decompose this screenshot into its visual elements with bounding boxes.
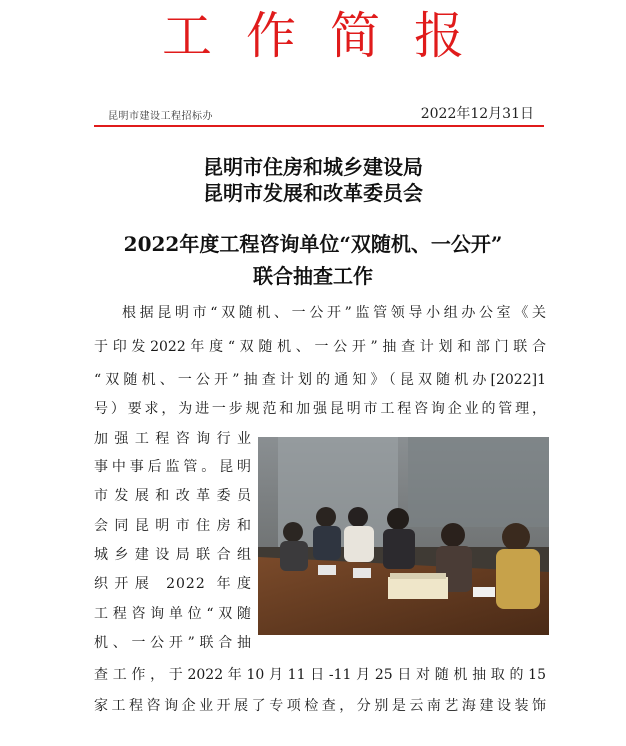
meeting-photo bbox=[258, 437, 549, 635]
body-line: 号）要求，为进一步规范和加强昆明市工程咨询企业的管理， bbox=[94, 401, 546, 417]
body-line: 机、一公开”联合抽 bbox=[94, 635, 252, 651]
body-line: 会同昆明市住房和 bbox=[94, 518, 252, 534]
body-line: 市发展和改革委员 bbox=[94, 488, 252, 504]
body-line: 加强工程咨询行业 bbox=[94, 431, 252, 447]
headline-line-1: 2022年度工程咨询单位“双随机、一公开” bbox=[123, 232, 503, 256]
body-line: 于印发2022年度“双随机、一公开”抽查计划和部门联合 bbox=[94, 339, 546, 355]
issue-date: 2022年12月31日 bbox=[420, 106, 534, 122]
issuer-small-label: 昆明市建设工程招标办 bbox=[108, 111, 213, 122]
issuer-line-2: 昆明市发展和改革委员会 bbox=[203, 181, 423, 205]
body-line: 城乡建设局联合组 bbox=[94, 547, 252, 563]
body-line: 工程咨询单位“双随 bbox=[94, 606, 252, 622]
body-line: 查工作，于2022年10月11日-11月25日对随机抽取的15 bbox=[94, 667, 546, 683]
issuer-line-1: 昆明市住房和城乡建设局 bbox=[203, 155, 423, 179]
body-line: 事中事后监管。昆明 bbox=[94, 459, 252, 475]
body-line: 家工程咨询企业开展了专项检查，分别是云南艺海建设装饰 bbox=[94, 698, 546, 714]
headline-line-2: 联合抽查工作 bbox=[253, 264, 373, 288]
body-line: “双随机、一公开”抽查计划的通知》（昆双随机办[2022]1 bbox=[94, 372, 546, 388]
red-divider bbox=[94, 125, 544, 127]
body-line: 织开展 2022 年度 bbox=[94, 576, 252, 592]
masthead-title: 工作简报 bbox=[162, 7, 498, 65]
body-line: 根据昆明市“双随机、一公开”监管领导小组办公室《关 bbox=[122, 305, 546, 321]
